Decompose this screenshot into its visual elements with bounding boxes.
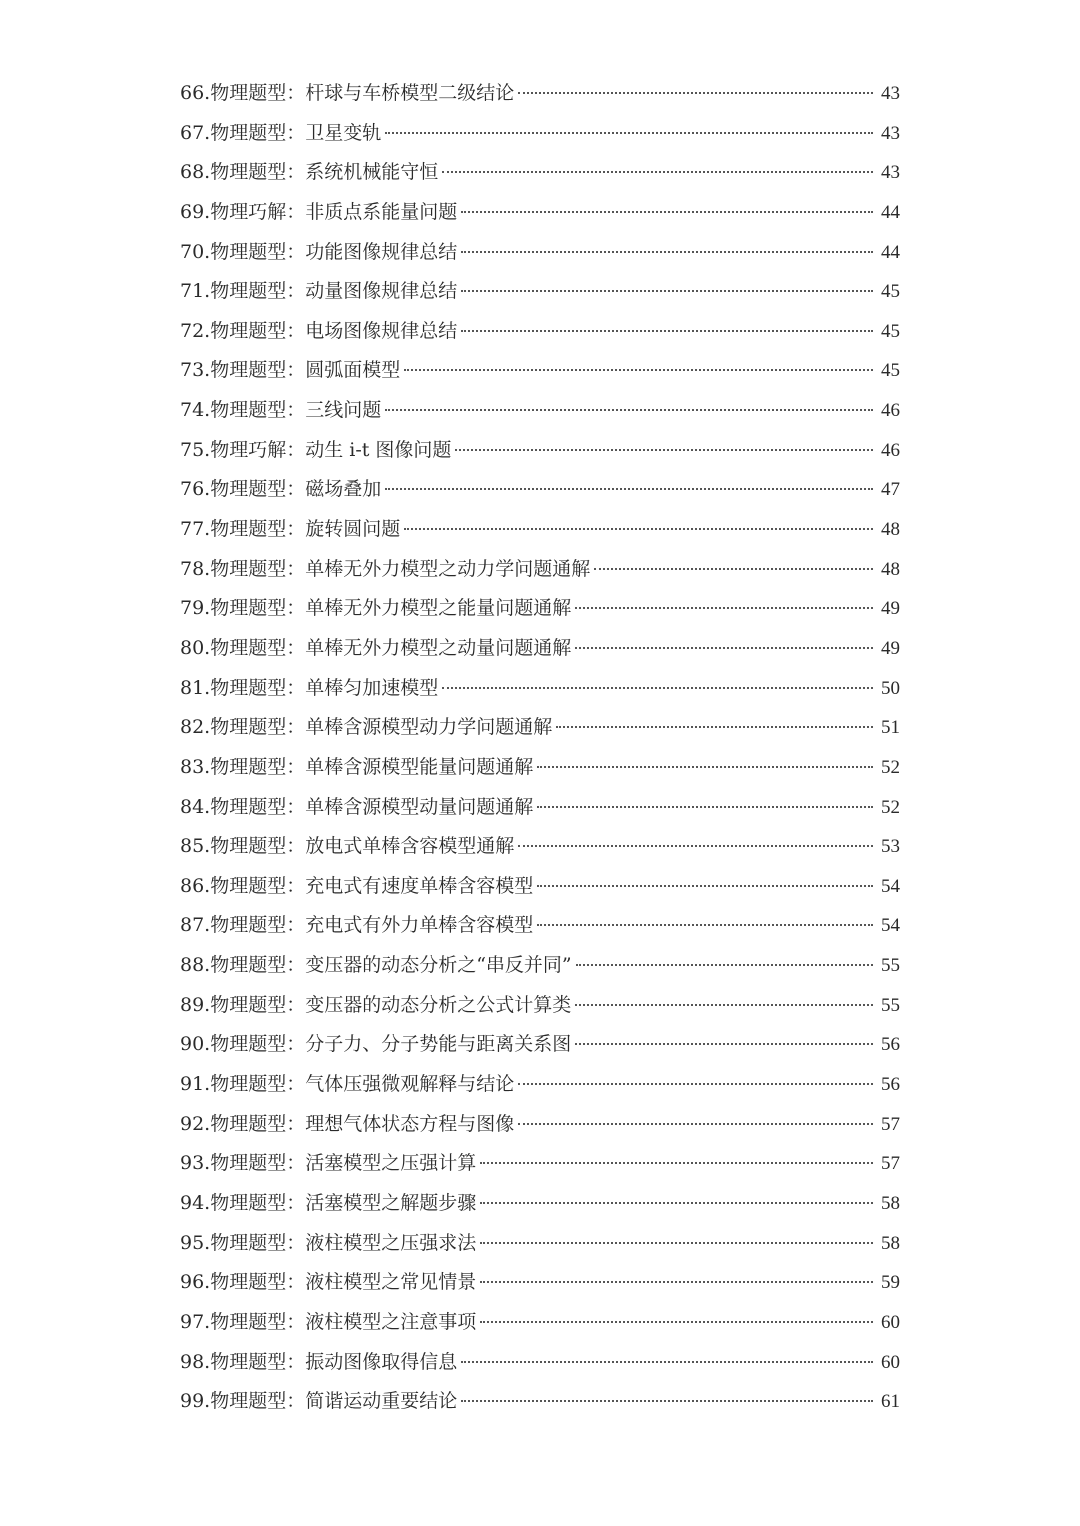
toc-entry[interactable] <box>180 474 900 514</box>
toc-entry-title: 93.物理题型：活塞模型之压强计算 <box>180 1152 477 1175</box>
toc-page-number: 60 <box>881 1351 900 1373</box>
toc-entry-title: 77.物理题型：旋转圆问题 <box>180 518 401 541</box>
toc-page-number: 57 <box>881 1153 900 1175</box>
toc-entry-title: 90.物理题型：分子力、分子势能与距离关系图 <box>180 1033 572 1056</box>
toc-entry-title: 80.物理题型：单棒无外力模型之动量问题通解 <box>180 636 572 659</box>
dot-leader <box>385 488 873 490</box>
toc-entry-title: 72.物理题型：电场图像规律总结 <box>180 319 458 342</box>
toc-entry[interactable] <box>180 1347 900 1387</box>
toc-entry[interactable] <box>180 316 900 356</box>
dot-leader <box>461 1361 873 1363</box>
toc-entry-title: 70.物理题型：功能图像规律总结 <box>180 240 458 263</box>
table-of-contents <box>180 78 900 1426</box>
dot-leader <box>385 409 873 411</box>
dot-leader <box>404 528 873 530</box>
dot-leader <box>480 1281 873 1283</box>
dot-leader <box>385 132 873 134</box>
dot-leader <box>461 1400 873 1402</box>
toc-page-number: 59 <box>881 1272 900 1294</box>
toc-page-number: 54 <box>881 875 900 897</box>
dot-leader <box>480 1162 873 1164</box>
toc-entry[interactable] <box>180 276 900 316</box>
toc-page-number: 50 <box>881 677 900 699</box>
dot-leader <box>442 687 873 689</box>
toc-entry-title: 79.物理题型：单棒无外力模型之能量问题通解 <box>180 597 572 620</box>
toc-entry-title: 87.物理题型：充电式有外力单棒含容模型 <box>180 914 534 937</box>
toc-entry[interactable] <box>180 1228 900 1268</box>
toc-entry[interactable] <box>180 831 900 871</box>
toc-entry-title: 96.物理题型：液柱模型之常见情景 <box>180 1271 477 1294</box>
dot-leader <box>461 211 873 213</box>
toc-page-number: 49 <box>881 637 900 659</box>
dot-leader <box>537 924 873 926</box>
toc-entry[interactable] <box>180 435 900 475</box>
toc-page-number: 55 <box>881 994 900 1016</box>
toc-page-number: 54 <box>881 915 900 937</box>
toc-entry[interactable] <box>180 1267 900 1307</box>
toc-entry[interactable] <box>180 78 900 118</box>
toc-entry[interactable] <box>180 910 900 950</box>
dot-leader <box>556 726 873 728</box>
toc-entry[interactable] <box>180 752 900 792</box>
toc-entry[interactable] <box>180 950 900 990</box>
toc-entry[interactable] <box>180 1109 900 1149</box>
toc-entry-title: 91.物理题型：气体压强微观解释与结论 <box>180 1073 515 1096</box>
toc-entry-title: 99.物理题型：简谐运动重要结论 <box>180 1390 458 1413</box>
dot-leader <box>537 766 873 768</box>
dot-leader <box>518 1123 873 1125</box>
toc-entry-title: 74.物理题型：三线问题 <box>180 399 382 422</box>
toc-page-number: 55 <box>881 955 900 977</box>
toc-entry[interactable] <box>180 1386 900 1426</box>
toc-entry-title: 76.物理题型：磁场叠加 <box>180 478 382 501</box>
toc-page-number: 52 <box>881 796 900 818</box>
toc-entry[interactable] <box>180 1307 900 1347</box>
dot-leader <box>575 647 873 649</box>
dot-leader <box>461 330 873 332</box>
toc-entry-title: 84.物理题型：单棒含源模型动量问题通解 <box>180 795 534 818</box>
toc-entry-title: 69.物理巧解：非质点系能量问题 <box>180 200 458 223</box>
toc-entry[interactable] <box>180 395 900 435</box>
toc-page-number: 47 <box>881 479 900 501</box>
toc-page-number: 51 <box>881 717 900 739</box>
toc-page-number: 48 <box>881 558 900 580</box>
dot-leader <box>537 885 873 887</box>
toc-entry-title: 82.物理题型：单棒含源模型动力学问题通解 <box>180 716 553 739</box>
dot-leader <box>576 964 873 966</box>
toc-entry[interactable] <box>180 633 900 673</box>
toc-entry-title: 66.物理题型：杆球与车桥模型二级结论 <box>180 82 515 104</box>
toc-page-number: 45 <box>881 360 900 382</box>
toc-page-number: 58 <box>881 1232 900 1254</box>
toc-entry[interactable] <box>180 157 900 197</box>
toc-page-number: 43 <box>881 83 900 104</box>
dot-leader <box>518 1083 873 1085</box>
toc-entry-title: 98.物理题型：振动图像取得信息 <box>180 1350 458 1373</box>
dot-leader <box>455 449 873 451</box>
toc-page-number: 45 <box>881 320 900 342</box>
toc-entry-title: 95.物理题型：液柱模型之压强求法 <box>180 1231 477 1254</box>
toc-entry[interactable] <box>180 237 900 277</box>
toc-entry-title: 71.物理题型：动量图像规律总结 <box>180 280 458 303</box>
dot-leader <box>575 1043 873 1045</box>
toc-entry-title: 92.物理题型：理想气体状态方程与图像 <box>180 1112 515 1135</box>
toc-entry[interactable] <box>180 792 900 832</box>
toc-entry-title: 83.物理题型：单棒含源模型能量问题通解 <box>180 755 534 778</box>
toc-entry-title: 97.物理题型：液柱模型之注意事项 <box>180 1310 477 1333</box>
toc-page-number: 60 <box>881 1311 900 1333</box>
toc-entry-title: 78.物理题型：单棒无外力模型之动力学问题通解 <box>180 557 591 580</box>
dot-leader <box>575 1004 873 1006</box>
dot-leader <box>461 290 873 292</box>
dot-leader <box>461 251 873 253</box>
toc-entry-title: 75.物理巧解：动生 i-t 图像问题 <box>180 438 452 461</box>
toc-entry-title: 73.物理题型：圆弧面模型 <box>180 359 401 382</box>
toc-page-number: 46 <box>881 439 900 461</box>
toc-page-number: 61 <box>881 1391 900 1413</box>
toc-page-number: 56 <box>881 1074 900 1096</box>
dot-leader <box>594 568 873 570</box>
toc-entry[interactable] <box>180 514 900 554</box>
toc-entry[interactable] <box>180 1148 900 1188</box>
toc-page-number: 46 <box>881 400 900 422</box>
toc-entry[interactable] <box>180 1029 900 1069</box>
toc-entry[interactable] <box>180 871 900 911</box>
toc-entry[interactable] <box>180 554 900 594</box>
toc-page-number: 43 <box>881 122 900 144</box>
toc-entry-title: 67.物理题型：卫星变轨 <box>180 121 382 144</box>
toc-page-number: 45 <box>881 281 900 303</box>
toc-entry-title: 89.物理题型：变压器的动态分析之公式计算类 <box>180 993 572 1016</box>
toc-entry-title: 94.物理题型：活塞模型之解题步骤 <box>180 1191 477 1214</box>
toc-page-number: 48 <box>881 519 900 541</box>
toc-entry[interactable] <box>180 990 900 1030</box>
toc-page-number: 44 <box>881 241 900 263</box>
toc-entry[interactable] <box>180 673 900 713</box>
toc-entry[interactable] <box>180 355 900 395</box>
dot-leader <box>518 92 873 94</box>
toc-page-number: 43 <box>881 162 900 184</box>
toc-entry[interactable] <box>180 1069 900 1109</box>
toc-entry[interactable] <box>180 593 900 633</box>
dot-leader <box>480 1202 873 1204</box>
toc-page-number: 57 <box>881 1113 900 1135</box>
toc-entry[interactable] <box>180 1188 900 1228</box>
toc-page-number: 56 <box>881 1034 900 1056</box>
dot-leader <box>480 1321 873 1323</box>
toc-page-number: 53 <box>881 836 900 858</box>
toc-page-number: 44 <box>881 201 900 223</box>
toc-entry-title: 86.物理题型：充电式有速度单棒含容模型 <box>180 874 534 897</box>
toc-entry[interactable] <box>180 118 900 158</box>
toc-entry-title: 81.物理题型：单棒匀加速模型 <box>180 676 439 699</box>
toc-entry-title: 68.物理题型：系统机械能守恒 <box>180 161 439 184</box>
toc-entry-title: 88.物理题型：变压器的动态分析之“串反并同” <box>180 954 572 977</box>
dot-leader <box>575 607 873 609</box>
toc-page-number: 52 <box>881 756 900 778</box>
dot-leader <box>480 1242 873 1244</box>
toc-page-number: 58 <box>881 1192 900 1214</box>
dot-leader <box>518 845 873 847</box>
toc-entry-title: 85.物理题型：放电式单棒含容模型通解 <box>180 835 515 858</box>
dot-leader <box>442 171 873 173</box>
dot-leader <box>404 369 873 371</box>
toc-entry[interactable] <box>180 197 900 237</box>
toc-entry[interactable] <box>180 712 900 752</box>
dot-leader <box>537 806 873 808</box>
toc-page-number: 49 <box>881 598 900 620</box>
